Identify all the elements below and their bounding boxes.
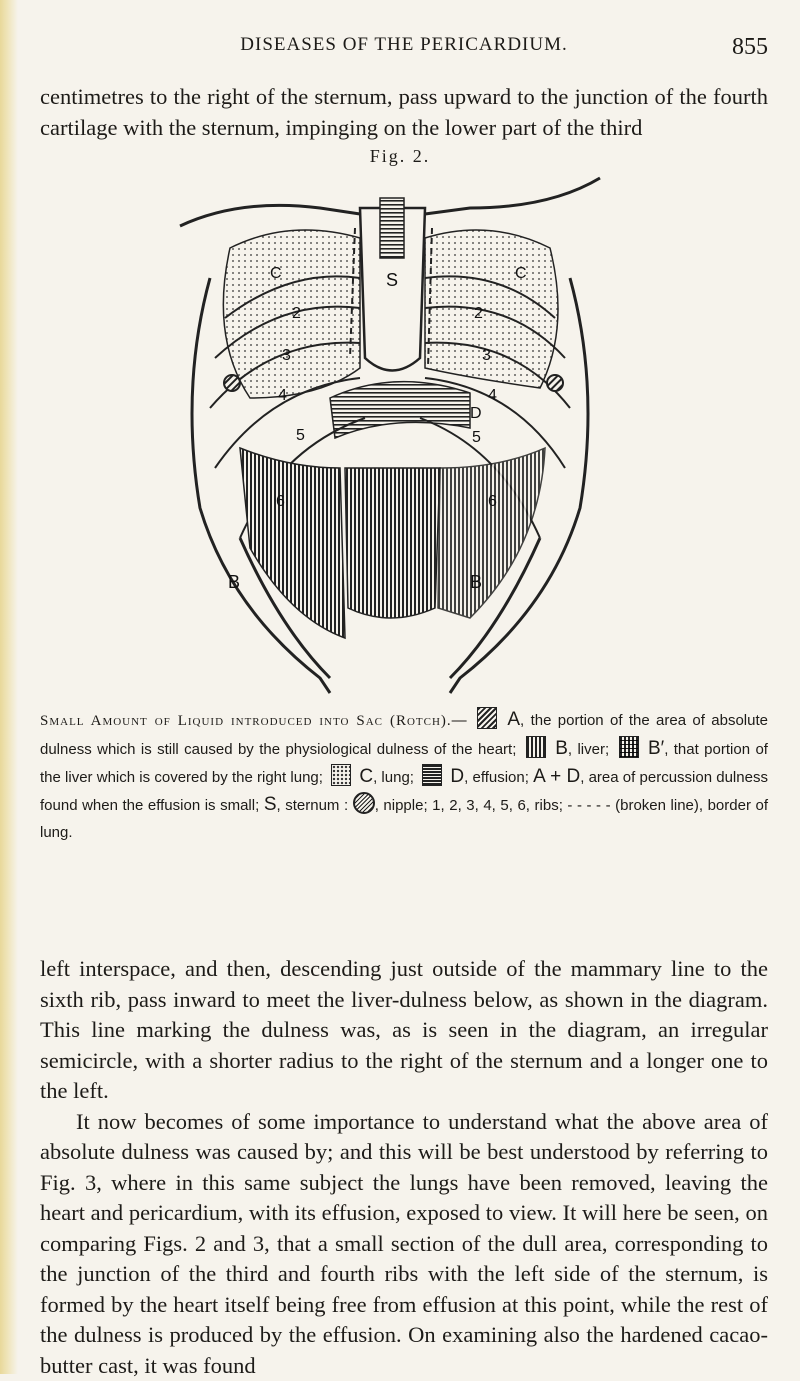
- figure-caption: [40, 706, 768, 846]
- key-d: D: [450, 766, 464, 787]
- swatch-a-icon: [477, 707, 497, 729]
- liver-area-left: [240, 448, 345, 638]
- text-s: , sternum :: [277, 797, 349, 814]
- text-b: , liver;: [568, 741, 609, 758]
- paragraph: left interspace, and then, descending just outside of the mammary line to the sixth rib, pass inward to meet the liver-dulness below, as shown in the diagram. This line marking the dulness was, as is seen in the diagram, an irregular semicircle, with a shorter radius to the right of the sternum and a longer one to the left.: [40, 954, 768, 1107]
- label-c-left: C: [270, 265, 282, 282]
- running-head: [40, 34, 768, 64]
- left-clavicle: [180, 205, 360, 226]
- rib-label-right-6: 6: [488, 493, 497, 510]
- running-title: DISEASES OF THE PERICARDIUM.: [40, 34, 768, 56]
- right-lung-area: [425, 230, 558, 388]
- rib-label-right-3: 3: [482, 347, 491, 364]
- caption-dash: —: [452, 712, 467, 729]
- label-s: S: [386, 270, 398, 290]
- text-c: , lung;: [373, 769, 414, 786]
- caption-title: Small Amount of Liquid introduced into Sac (Rotch).: [40, 713, 452, 729]
- effusion-area: [330, 382, 470, 438]
- rib-label-left-6: 6: [276, 493, 285, 510]
- text-b-prime: , that portion of the liver which is covered by the right lung;: [40, 741, 768, 786]
- right-clavicle: [425, 178, 600, 214]
- key-s: S: [264, 794, 277, 815]
- label-b-right: B: [470, 572, 482, 592]
- rib-label-left-4: 4: [278, 387, 287, 404]
- text-a: , the portion of the area of absolute dulness which is still caused by the physiological dulness of the heart;: [40, 712, 768, 758]
- rib-label-left-5: 5: [296, 427, 305, 444]
- key-c: C: [359, 766, 373, 787]
- swatch-b-prime-icon: [619, 736, 639, 758]
- left-nipple: [224, 375, 240, 391]
- text-nipple: , nipple; 1, 2, 3, 4, 5, 6, ribs; - - - - - (broken line), border of lung.: [40, 797, 768, 841]
- swatch-c-icon: [331, 764, 351, 786]
- paragraph: It now becomes of some importance to understand what the above area of absolute dulness was caused by; and this will be best understood by referring to Fig. 3, where in this same subject the lungs have been removed, leaving the heart and pericardium, with its effusion, exposed to view. It will here be seen, on comparing Figs. 2 and 3, that a small section of the dull area, corresponding to the junction of the third and fourth ribs with the left side of the sternum, is formed by the heart itself being free from effusion at this point, while the rest of the dulness is produced by the effusion. On examining also the hardened cacao-butter cast, it was found: [40, 1107, 768, 1381]
- rib-label-right-2: 2: [474, 305, 483, 322]
- paragraph: centimetres to the right of the sternum, pass upward to the junction of the fourth cartilage with the sternum, impinging on the lower part of the third: [40, 82, 768, 143]
- thorax-diagram: [170, 168, 610, 698]
- nipple-icon: [353, 792, 375, 814]
- swatch-b-icon: [526, 736, 546, 758]
- key-a-plus-d: A + D: [533, 766, 580, 787]
- text-a-plus-d: , area of percussion dulness found when the effusion is small;: [40, 769, 768, 814]
- key-b: B: [555, 738, 568, 759]
- label-d: D: [470, 405, 482, 422]
- rib-label-right-5: 5: [472, 429, 481, 446]
- rib-label-left-3: 3: [282, 347, 291, 364]
- liver-area-centre: [345, 468, 440, 618]
- key-a: A: [507, 709, 520, 730]
- manubrium-hatch: [380, 198, 404, 258]
- top-paragraph: [40, 82, 768, 143]
- right-lower-area: [438, 448, 545, 618]
- text-d: , effusion;: [464, 769, 529, 786]
- label-b-left: B: [228, 572, 240, 592]
- label-c-right: C: [515, 265, 527, 282]
- rib-label-left-2: 2: [292, 305, 301, 322]
- swatch-d-icon: [422, 764, 442, 786]
- key-b-prime: B′: [648, 738, 664, 759]
- page-number: 855: [732, 34, 768, 61]
- figure-label: Fig. 2.: [0, 146, 800, 167]
- rib-label-right-4: 4: [488, 387, 497, 404]
- right-nipple: [547, 375, 563, 391]
- lower-text-block: [40, 954, 768, 1381]
